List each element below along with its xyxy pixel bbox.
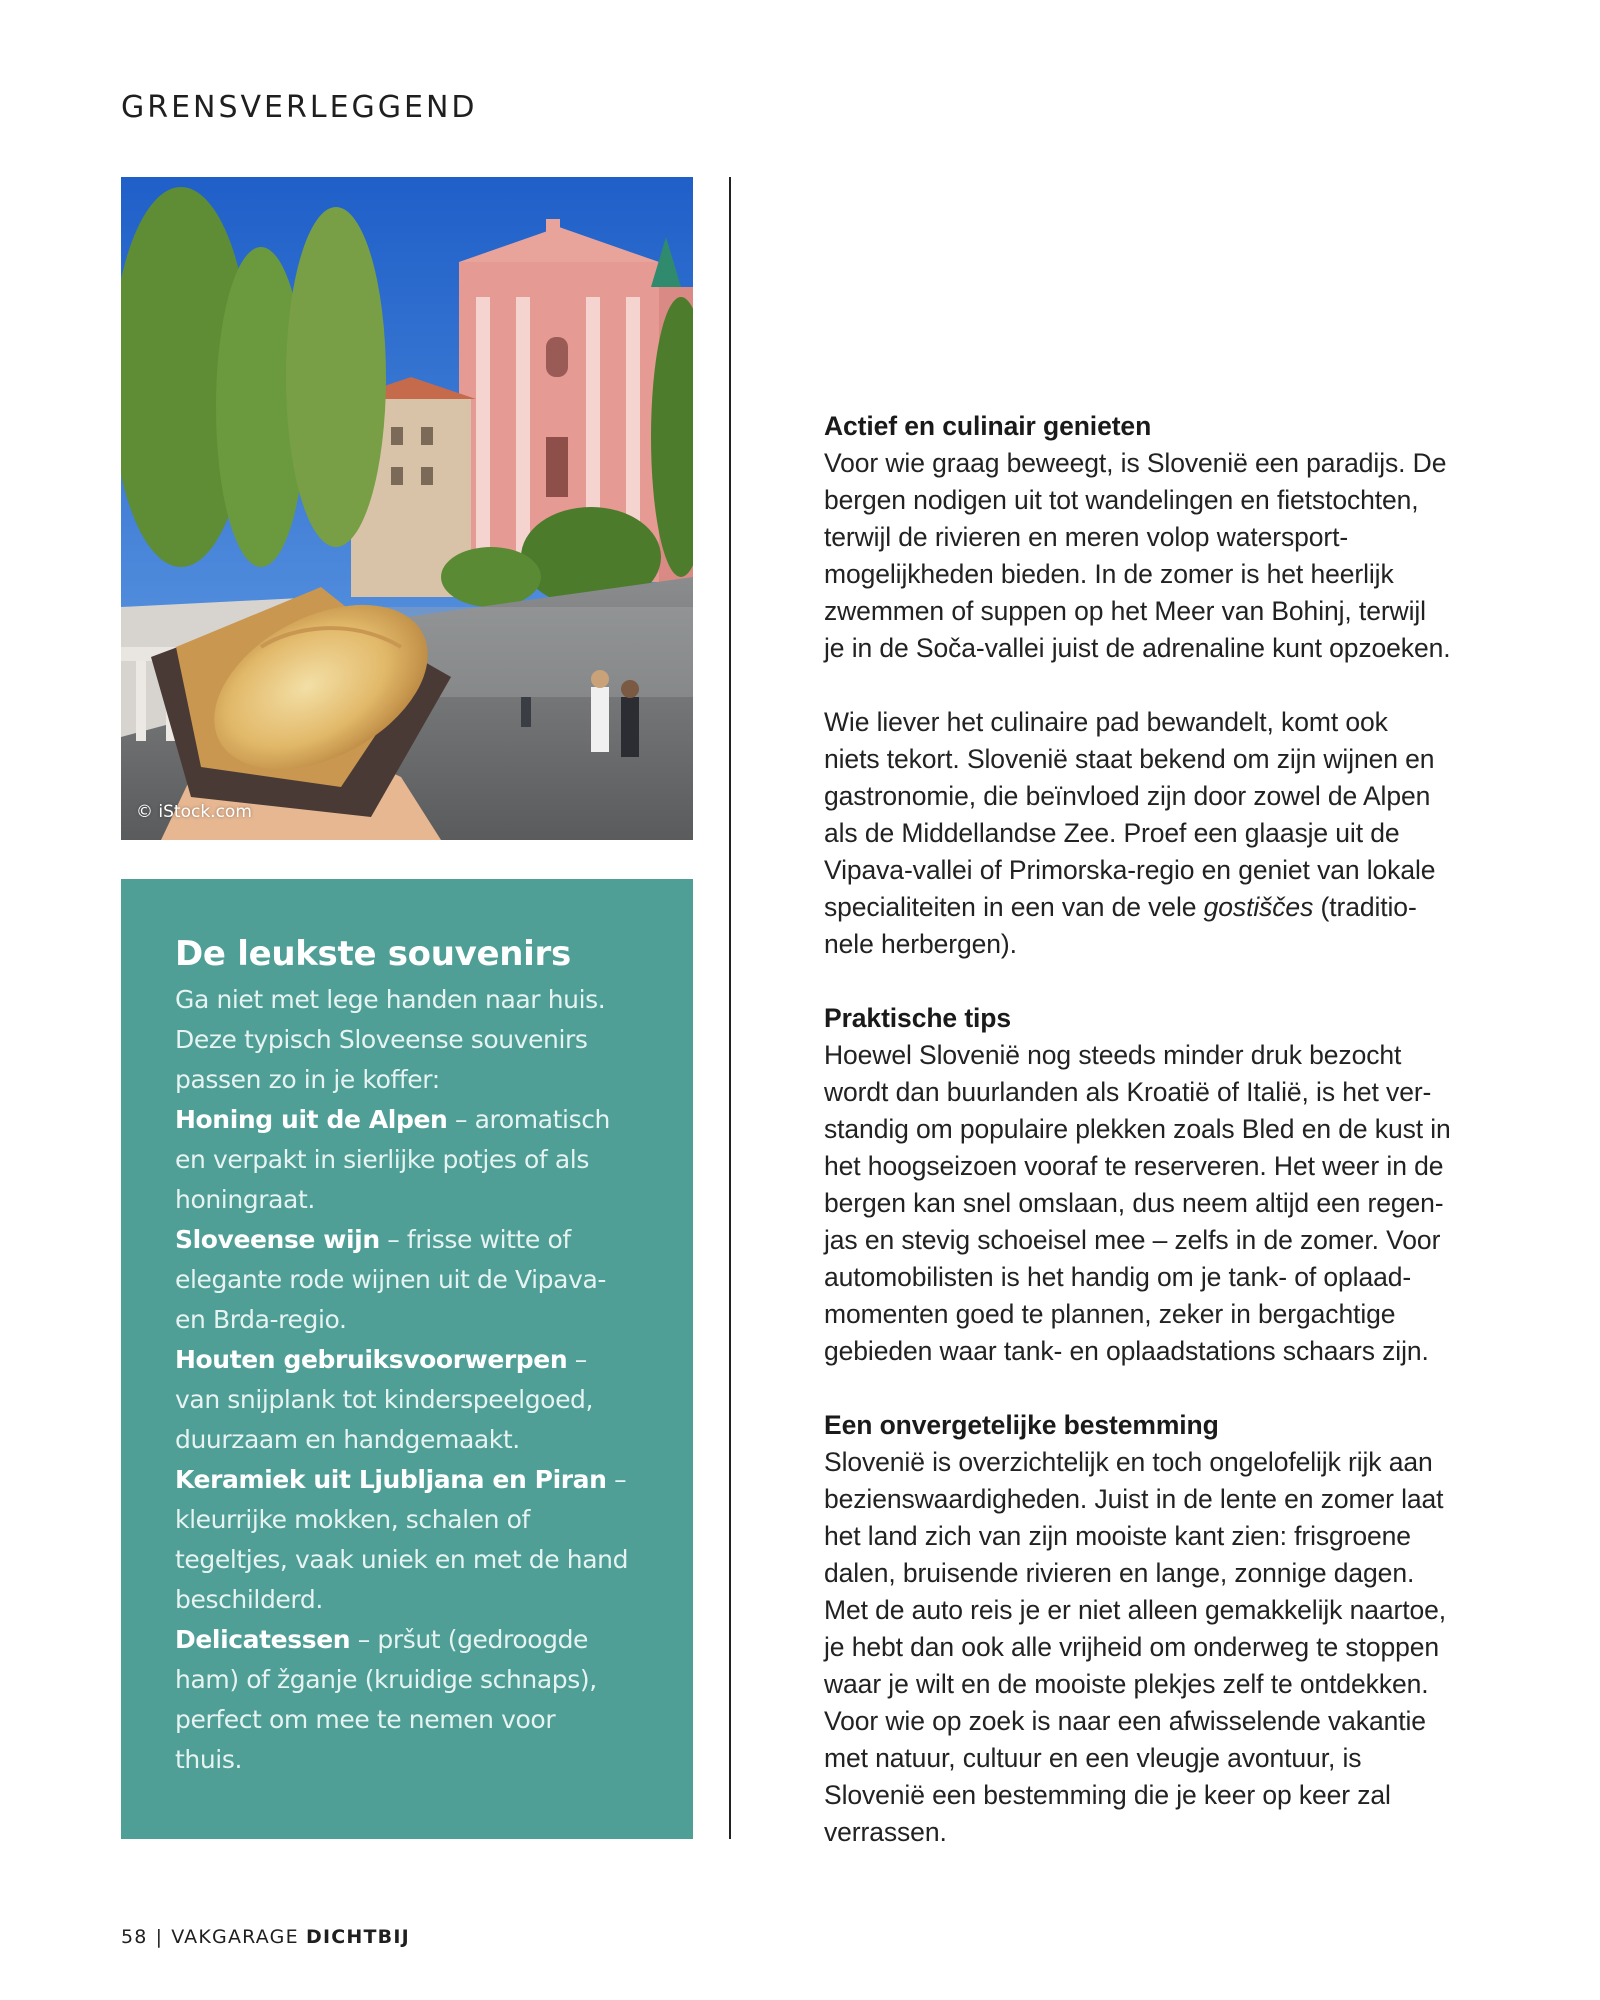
italic-term-suffix: s xyxy=(1300,892,1314,922)
text-line: jas en stevig schoeisel mee – zelfs in de zomer. Voor xyxy=(824,1225,1441,1255)
text-line: automobilisten is het handig om je tank- of oplaad- xyxy=(824,1262,1412,1292)
text-line: Vipava-vallei of Primorska-regio en geniet van lokale xyxy=(824,855,1436,885)
text-fragment: specialiteiten in een van de vele xyxy=(824,892,1204,922)
item-line: en Brda-regio. xyxy=(175,1305,347,1334)
souvenir-item-wooden-goods xyxy=(175,1340,653,1460)
text-line: Slovenië een bestemming die je keer op keer zal xyxy=(824,1780,1391,1810)
text-line: dalen, bruisende rivieren en lange, zonnige dagen. xyxy=(824,1558,1415,1588)
page-number: 58 xyxy=(121,1926,148,1948)
item-name: Houten gebruiksvoorwerpen xyxy=(175,1345,568,1374)
souvenir-box xyxy=(121,879,693,1839)
text-line: standig om populaire plekken zoals Bled en de kust in xyxy=(824,1114,1451,1144)
text-line: wordt dan buurlanden als Kroatië of Italië, is het ver- xyxy=(824,1077,1432,1107)
text-fragment: (traditio- xyxy=(1313,892,1417,922)
item-line xyxy=(175,1220,653,1260)
section-label: GRENSVERLEGGEND xyxy=(121,90,478,125)
item-line: thuis. xyxy=(175,1745,243,1774)
paragraph-active xyxy=(824,445,1504,667)
heading-active-culinary: Actief en culinair genieten xyxy=(824,411,1152,441)
souvenir-item-honey xyxy=(175,1100,653,1220)
item-name: Delicatessen xyxy=(175,1625,351,1654)
item-text: – pršut (gedroogde xyxy=(350,1625,589,1654)
paragraph-culinary xyxy=(824,704,1504,963)
item-text: – aromatisch xyxy=(447,1105,610,1134)
intro-line: passen zo in je koffer: xyxy=(175,1065,440,1094)
item-text: – xyxy=(567,1345,587,1374)
item-line: en verpakt in sierlijke potjes of als xyxy=(175,1145,589,1174)
item-line xyxy=(175,1460,653,1500)
text-line: waar je wilt en de mooiste plekjes zelf te ontdekken. xyxy=(824,1669,1429,1699)
magazine-name: VAKGARAGE xyxy=(171,1926,299,1948)
italic-term-stem: gostišče xyxy=(1203,892,1301,922)
item-line: ham) of žganje (kruidige schnaps), xyxy=(175,1665,597,1694)
item-line xyxy=(175,1340,653,1380)
text-line: Met de auto reis je er niet alleen gemakkelijk naartoe, xyxy=(824,1595,1447,1625)
souvenir-item-ceramics xyxy=(175,1460,653,1620)
item-line: honingraat. xyxy=(175,1185,315,1214)
item-line: tegeltjes, vaak uniek en met de hand xyxy=(175,1545,629,1574)
heading-destination: Een onvergetelijke bestemming xyxy=(824,1410,1219,1440)
item-line: perfect om mee te nemen voor xyxy=(175,1705,556,1734)
text-line: het land zich van zijn mooiste kant zien: frisgroene xyxy=(824,1521,1411,1551)
item-line: beschilderd. xyxy=(175,1585,323,1614)
text-line: terwijl de rivieren en meren volop watersport- xyxy=(824,522,1349,552)
item-line: elegante rode wijnen uit de Vipava- xyxy=(175,1265,607,1294)
magazine-name-bold: DICHTBIJ xyxy=(306,1926,410,1948)
item-line xyxy=(175,1620,653,1660)
souvenir-item-wine xyxy=(175,1220,653,1340)
text-line: het hoogseizoen vooraf te reserveren. Het weer in de xyxy=(824,1151,1444,1181)
intro-line: Deze typisch Sloveense souvenirs xyxy=(175,1025,588,1054)
text-line: Hoewel Slovenië nog steeds minder druk bezocht xyxy=(824,1040,1402,1070)
item-text: – frisse witte of xyxy=(379,1225,571,1254)
text-line: Slovenië is overzichtelijk en toch ongelofelijk rijk aan xyxy=(824,1447,1433,1477)
text-line: gebieden waar tank- en oplaadstations schaars zijn. xyxy=(824,1336,1429,1366)
item-line: duurzaam en handgemaakt. xyxy=(175,1425,520,1454)
text-line: bergen nodigen uit tot wandelingen en fietstochten, xyxy=(824,485,1419,515)
item-line xyxy=(175,1100,653,1140)
italic-term xyxy=(1204,892,1314,922)
text-line: zwemmen of suppen op het Meer van Bohinj, terwijl xyxy=(824,596,1426,626)
item-line: van snijplank tot kinderspeelgoed, xyxy=(175,1385,594,1414)
text-line: Voor wie op zoek is naar een afwisselende vakantie xyxy=(824,1706,1426,1736)
souvenir-box-title: De leukste souvenirs xyxy=(175,934,571,974)
text-line: nele herbergen). xyxy=(824,929,1017,959)
text-line: je hebt dan ook alle vrijheid om onderweg te stoppen xyxy=(824,1632,1440,1662)
text-line: bergen kan snel omslaan, dus neem altijd een regen- xyxy=(824,1188,1444,1218)
text-line: bezienswaardigheden. Juist in de lente en zomer laat xyxy=(824,1484,1444,1514)
text-line: niets tekort. Slovenië staat bekend om zijn wijnen en xyxy=(824,744,1435,774)
footer-separator: | xyxy=(155,1926,164,1948)
column-divider xyxy=(729,177,731,1839)
page-footer xyxy=(121,1926,410,1948)
text-line: mogelijkheden bieden. In de zomer is het heerlijk xyxy=(824,559,1394,589)
article-body xyxy=(824,408,1504,1888)
souvenir-item-delicatessen xyxy=(175,1620,653,1780)
paragraph-destination xyxy=(824,1444,1504,1851)
text-line: Voor wie graag beweegt, is Slovenië een paradijs. De xyxy=(824,448,1447,478)
text-line: gastronomie, die beïnvloed zijn door zowel de Alpen xyxy=(824,781,1431,811)
text-line: als de Middellandse Zee. Proef een glaasje uit de xyxy=(824,818,1400,848)
item-name: Keramiek uit Ljubljana en Piran xyxy=(175,1465,607,1494)
text-line: Wie liever het culinaire pad bewandelt, komt ook xyxy=(824,707,1388,737)
intro-line: Ga niet met lege handen naar huis. xyxy=(175,985,606,1014)
photo-credit: © iStock.com xyxy=(136,802,252,822)
text-line: momenten goed te plannen, zeker in bergachtige xyxy=(824,1299,1396,1329)
text-line: je in de Soča-vallei juist de adrenaline kunt opzoeken. xyxy=(824,633,1451,663)
item-name: Honing uit de Alpen xyxy=(175,1105,448,1134)
text-line xyxy=(824,889,1504,926)
souvenir-intro xyxy=(175,980,653,1100)
item-line: kleurrijke mokken, schalen of xyxy=(175,1505,530,1534)
paragraph-practical xyxy=(824,1037,1504,1370)
souvenir-box-text xyxy=(175,980,653,1780)
heading-practical-tips: Praktische tips xyxy=(824,1003,1012,1033)
photo-illustration xyxy=(121,177,693,840)
text-line: met natuur, cultuur en een vleugje avontuur, is xyxy=(824,1743,1362,1773)
text-line: verrassen. xyxy=(824,1817,947,1847)
article-photo xyxy=(121,177,693,840)
item-text: – xyxy=(606,1465,627,1494)
item-name: Sloveense wijn xyxy=(175,1225,380,1254)
